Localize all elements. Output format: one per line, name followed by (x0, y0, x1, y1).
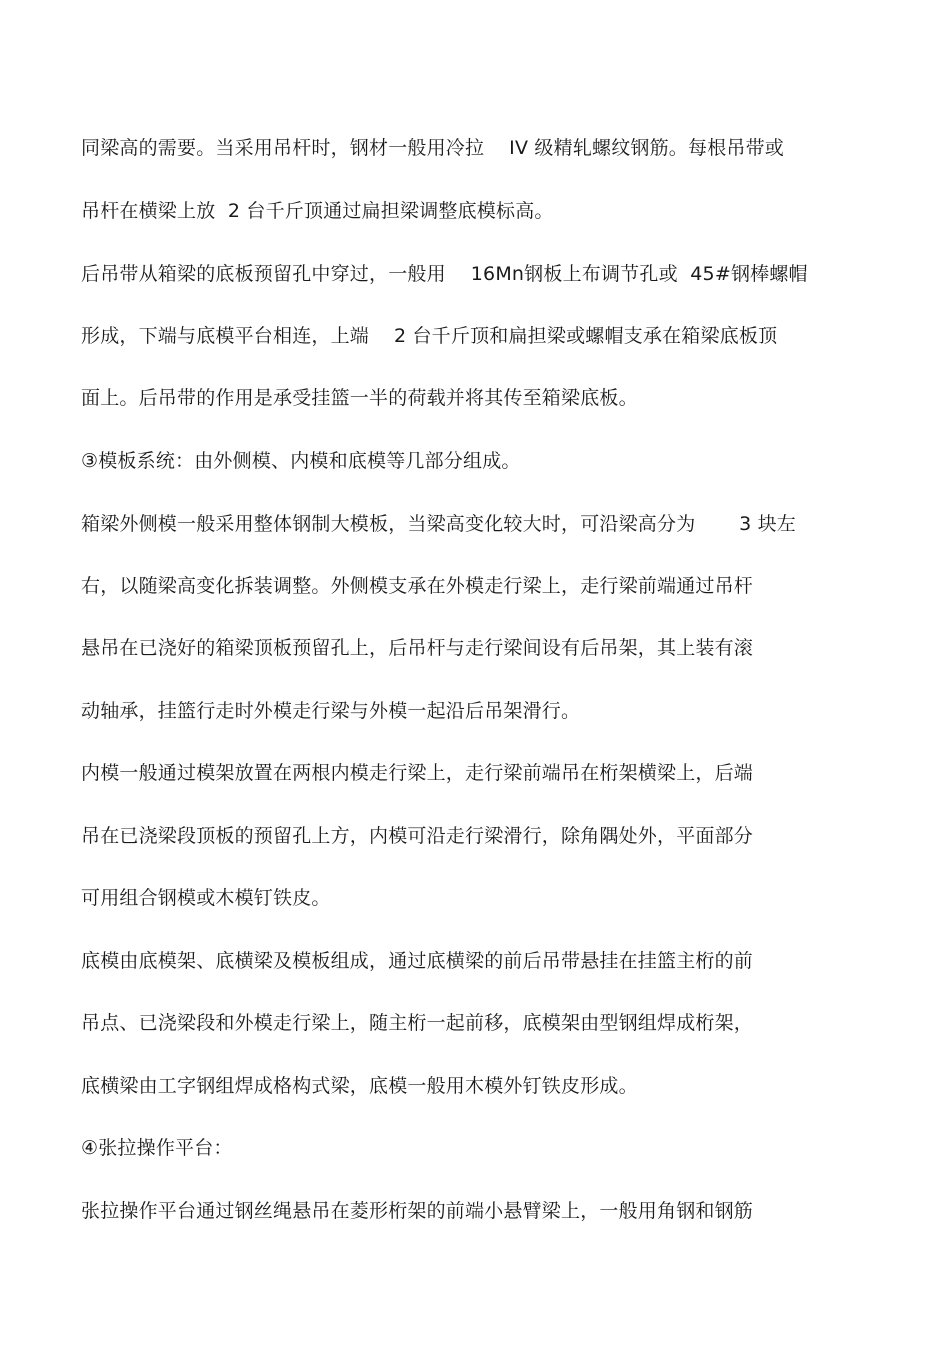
text-line: 后吊带从箱梁的底板预留孔中穿过，一般用 16Mn钢板上布调节孔或 45#钢棒螺帽 (81, 263, 808, 285)
text-line: 动轴承，挂篮行走时外模走行梁与外模一起沿后吊架滑行。 (81, 700, 581, 722)
text-line: 张拉操作平台通过钢丝绳悬吊在菱形桁架的前端小悬臂梁上，一般用角钢和钢筋 (81, 1200, 754, 1222)
text-line: 同梁高的需要。当采用吊杆时，钢材一般用冷拉 IV 级精轧螺纹钢筋。每根吊带或 (81, 137, 785, 159)
text-line: 底横梁由工字钢组焊成格构式梁，底模一般用木模外钉铁皮形成。 (81, 1075, 638, 1097)
section-heading: ③模板系统：由外侧模、内模和底模等几部分组成。 (81, 450, 521, 472)
text-line: 底模由底模架、底横梁及模板组成，通过底横梁的前后吊带悬挂在挂篮主桁的前 (81, 950, 754, 972)
text-line: 吊杆在横梁上放 2 台千斤顶通过扁担梁调整底模标高。 (81, 200, 554, 222)
text-line: 内模一般通过模架放置在两根内模走行梁上，走行梁前端吊在桁架横梁上，后端 (81, 762, 754, 784)
text-line: 右，以随梁高变化拆装调整。外侧模支承在外模走行梁上，走行梁前端通过吊杆 (81, 575, 754, 597)
text-line: 可用组合钢模或木模钉铁皮。 (81, 887, 331, 909)
text-line: 悬吊在已浇好的箱梁顶板预留孔上，后吊杆与走行梁间设有后吊架，其上装有滚 (81, 637, 754, 659)
text-line: 吊在已浇梁段顶板的预留孔上方，内模可沿走行梁滑行，除角隅处外，平面部分 (81, 825, 754, 847)
text-line: 吊点、已浇梁段和外模走行梁上，随主桁一起前移，底模架由型钢组焊成桁架， (81, 1012, 754, 1034)
text-line: 面上。后吊带的作用是承受挂篮一半的荷载并将其传至箱梁底板。 (81, 387, 638, 409)
text-line: 形成，下端与底模平台相连，上端 2 台千斤顶和扁担梁或螺帽支承在箱梁底板顶 (81, 325, 778, 347)
text-line: 箱梁外侧模一般采用整体钢制大模板，当梁高变化较大时，可沿梁高分为 3 块左 (81, 513, 797, 535)
section-heading: ④张拉操作平台： (81, 1137, 233, 1159)
